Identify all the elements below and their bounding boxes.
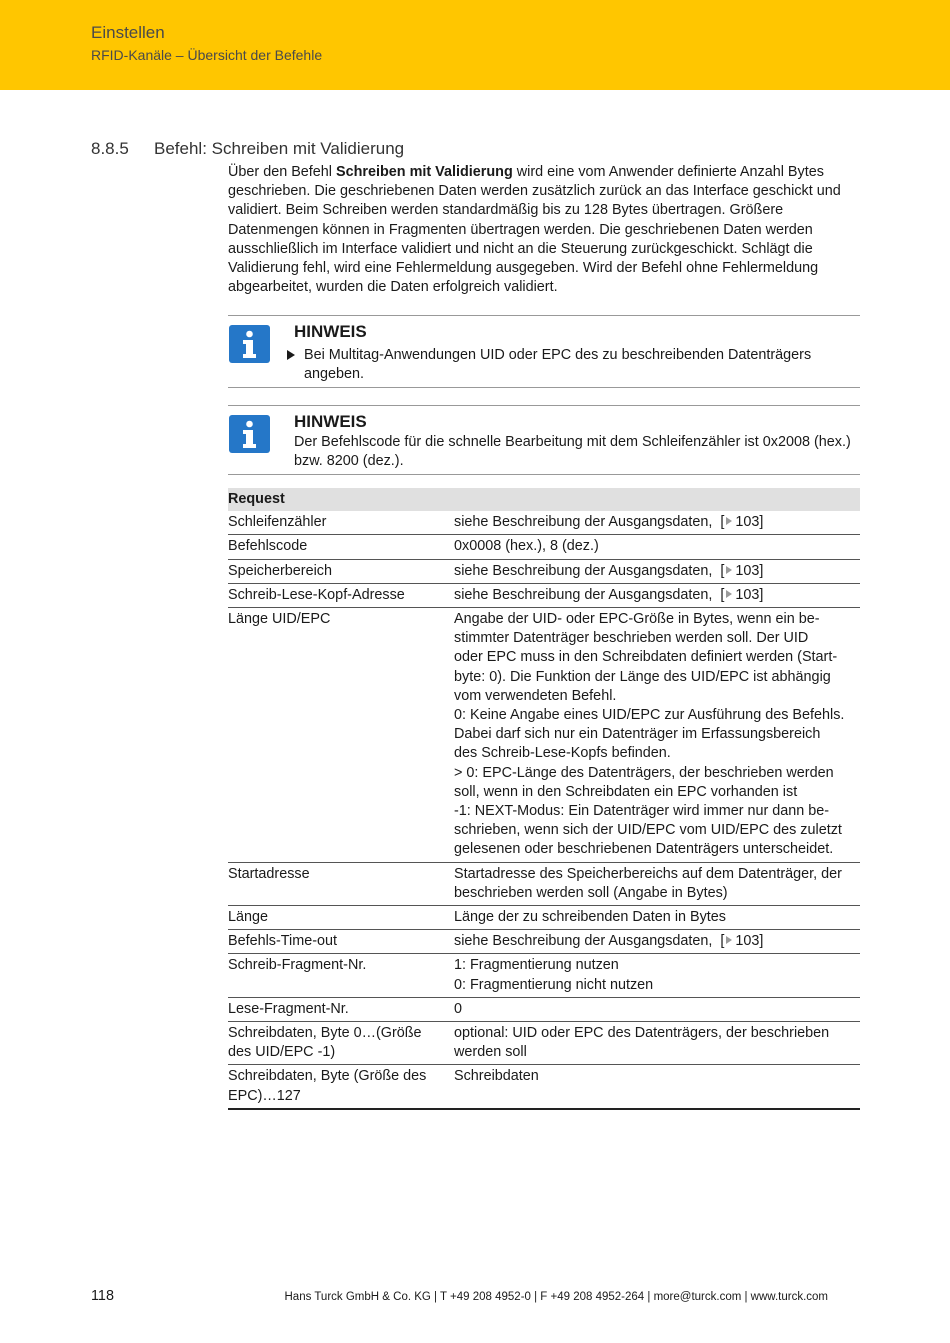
value-line: 0: Keine Angabe eines UID/EPC zur Ausführung des Befehls. bbox=[454, 707, 845, 724]
row-value bbox=[454, 511, 860, 535]
row-value: 0x0008 (hex.), 8 (dez.) bbox=[454, 535, 860, 559]
row-value bbox=[454, 608, 860, 863]
note-bullet bbox=[304, 346, 864, 384]
intro-bold: Schreiben mit Validierung bbox=[336, 164, 513, 180]
ref-bracket: [ bbox=[720, 562, 725, 579]
ref-text: siehe Beschreibung der Ausgangsdaten, bbox=[454, 586, 713, 603]
ref-page: 103] bbox=[735, 586, 764, 603]
ref-bracket: [ bbox=[720, 514, 725, 531]
table-row bbox=[228, 535, 860, 559]
link-arrow-icon bbox=[726, 517, 732, 525]
value-line: schrieben, wenn sich der UID/EPC vom UID/EPC des zuletzt bbox=[454, 822, 842, 839]
value-line: > 0: EPC-Länge des Datenträgers, der beschrieben werden bbox=[454, 764, 834, 781]
table-row bbox=[228, 608, 860, 863]
value-line: Startadresse des Speicherbereichs auf dem Datenträger, der bbox=[454, 865, 842, 882]
link-arrow-icon bbox=[726, 936, 732, 944]
name-line: Schreibdaten, Byte 0…(Größe bbox=[228, 1025, 422, 1042]
value-line: soll, wenn in den Schreibdaten ein EPC vorhanden ist bbox=[454, 783, 798, 800]
footer-contact: Hans Turck GmbH & Co. KG | T +49 208 4952-0 | F +49 208 4952-264 | more@turck.com | www.turck.com bbox=[284, 1291, 828, 1303]
row-value bbox=[454, 559, 860, 583]
table-row bbox=[228, 511, 860, 535]
value-line: beschrieben werden soll (Angabe in Bytes) bbox=[454, 884, 728, 901]
table-row bbox=[228, 930, 860, 954]
note-text: Der Befehlscode für die schnelle Bearbeitung mit dem Schleifenzähler ist 0x2008 (hex.) bzw. 8200 (dez.). bbox=[294, 434, 851, 469]
section-heading bbox=[91, 139, 404, 159]
value-line: werden soll bbox=[454, 1044, 527, 1061]
table-row bbox=[228, 954, 860, 997]
ref-text: siehe Beschreibung der Ausgangsdaten, bbox=[454, 562, 713, 579]
table-row bbox=[228, 997, 860, 1021]
value-line: optional: UID oder EPC des Datenträgers, der beschrieben bbox=[454, 1025, 830, 1042]
row-name: Speicherbereich bbox=[228, 559, 454, 583]
row-value bbox=[454, 583, 860, 607]
page-number: 118 bbox=[91, 1288, 114, 1304]
table-row bbox=[228, 906, 860, 930]
value-line: oder EPC muss in den Schreibdaten definiert werden (Start- bbox=[454, 649, 838, 666]
row-name: Länge bbox=[228, 906, 454, 930]
ref-text: siehe Beschreibung der Ausgangsdaten, bbox=[454, 514, 713, 531]
name-line: EPC)…127 bbox=[228, 1087, 301, 1104]
link-arrow-icon bbox=[726, 590, 732, 598]
row-value: Länge der zu schreibenden Daten in Bytes bbox=[454, 906, 860, 930]
table-row bbox=[228, 862, 860, 905]
note-bullet-text: Bei Multitag-Anwendungen UID oder EPC des zu beschreibenden Datenträgers angeben. bbox=[304, 347, 812, 382]
page-header bbox=[0, 0, 950, 90]
table-row bbox=[228, 1022, 860, 1065]
row-name: Schreib-Fragment-Nr. bbox=[228, 954, 454, 997]
ref-bracket: [ bbox=[720, 933, 725, 950]
value-line: 0: Fragmentierung nicht nutzen bbox=[454, 976, 654, 993]
triangle-bullet-icon bbox=[287, 350, 295, 360]
value-line: Angabe der UID- oder EPC-Größe in Bytes, wenn ein be- bbox=[454, 611, 820, 628]
note-box-2 bbox=[228, 405, 860, 475]
table-header-row bbox=[228, 488, 860, 511]
note-heading: HINWEIS bbox=[294, 322, 367, 341]
row-value bbox=[454, 930, 860, 954]
note-box-1 bbox=[228, 315, 860, 388]
header-subtitle: RFID-Kanäle – Übersicht der Befehle bbox=[91, 47, 323, 63]
value-line: 1: Fragmentierung nutzen bbox=[454, 957, 619, 974]
value-line: stimmter Datenträger beschrieben werden soll. Der UID bbox=[454, 630, 809, 647]
row-value: Schreibdaten bbox=[454, 1065, 860, 1109]
row-name bbox=[228, 1065, 454, 1109]
ref-bracket: [ bbox=[720, 586, 725, 603]
table-row bbox=[228, 583, 860, 607]
row-value bbox=[454, 954, 860, 997]
table-header: Request bbox=[228, 488, 454, 511]
row-name bbox=[228, 1022, 454, 1065]
value-line: vom verwendeten Befehl. bbox=[454, 687, 617, 704]
row-name: Befehls-Time-out bbox=[228, 930, 454, 954]
page-link[interactable] bbox=[720, 587, 763, 603]
row-name: Lese-Fragment-Nr. bbox=[228, 997, 454, 1021]
intro-post: wird eine vom Anwender definierte Anzahl Bytes geschrieben. Die geschriebenen Daten werden zusätzlich zurück an das Interface geschickt und validiert. Beim Schreiben werden standardmäßig bis zu 128 Bytes übertragen. Größere Datenmengen können in Fragmenten übertragen werden. Die geschriebenen Daten werden ausschließlich im Interface validiert und nicht an die Steuerung zurückgeschickt. Schlägt die Validierung fehl, wird eine Fehlermeldung ausgegeben. Wird der Befehl ohne Fehlermeldung abgearbeitet, wurden die Daten erfolgreich validiert. bbox=[228, 164, 841, 296]
section-title: Befehl: Schreiben mit Validierung bbox=[154, 139, 405, 158]
value-line: des Schreib-Lese-Kopfs befinden. bbox=[454, 745, 671, 762]
row-name: Schleifenzähler bbox=[228, 511, 454, 535]
ref-page: 103] bbox=[735, 514, 764, 531]
value-line: gelesenen oder beschriebenen Datenträgers unterscheidet. bbox=[454, 841, 834, 858]
value-line: byte: 0). Die Funktion der Länge des UID/EPC ist abhängig bbox=[454, 668, 831, 685]
info-icon bbox=[229, 325, 270, 363]
intro-pre: Über den Befehl bbox=[228, 164, 337, 180]
value-line: -1: NEXT-Modus: Ein Datenträger wird immer nur dann be- bbox=[454, 803, 830, 820]
row-value: 0 bbox=[454, 997, 860, 1021]
link-arrow-icon bbox=[726, 566, 732, 574]
note-heading: HINWEIS bbox=[294, 412, 367, 431]
row-name: Befehlscode bbox=[228, 535, 454, 559]
name-line: Schreibdaten, Byte (Größe des bbox=[228, 1068, 427, 1085]
section-number: 8.8.5 bbox=[91, 139, 129, 158]
row-value bbox=[454, 1022, 860, 1065]
table-row bbox=[228, 1065, 860, 1109]
row-value bbox=[454, 862, 860, 905]
info-icon bbox=[229, 415, 270, 453]
request-table bbox=[228, 488, 860, 1110]
ref-page: 103] bbox=[735, 562, 764, 579]
ref-text: siehe Beschreibung der Ausgangsdaten, bbox=[454, 933, 713, 950]
page-link[interactable] bbox=[720, 563, 763, 579]
row-name: Länge UID/EPC bbox=[228, 608, 454, 863]
row-name: Schreib-Lese-Kopf-Adresse bbox=[228, 583, 454, 607]
name-line: des UID/EPC -1) bbox=[228, 1044, 336, 1061]
ref-page: 103] bbox=[735, 933, 764, 950]
row-name: Startadresse bbox=[228, 862, 454, 905]
page-link[interactable] bbox=[720, 514, 763, 530]
header-title: Einstellen bbox=[91, 23, 165, 42]
table-row bbox=[228, 559, 860, 583]
intro-paragraph bbox=[228, 163, 860, 297]
value-line: Dabei darf sich nur ein Datenträger im Erfassungsbereich bbox=[454, 726, 821, 743]
page-link[interactable] bbox=[720, 933, 763, 949]
